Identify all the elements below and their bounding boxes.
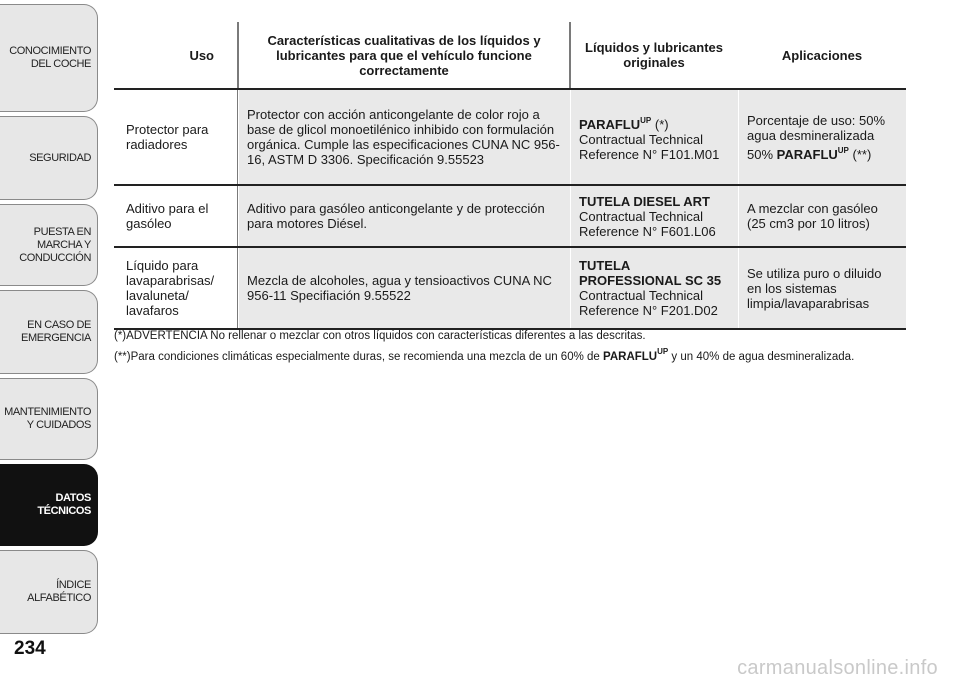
footnotes (114, 328, 934, 365)
tab-mantenimiento[interactable] (0, 378, 98, 460)
product-ref: Contractual Technical Reference N° F201.D02 (579, 288, 718, 318)
footnote-1: (*)ADVERTENCIA No rellenar o mezclar con otros líquidos con características diferentes a las descritas. (114, 330, 646, 342)
tab-indice-alfabetico[interactable] (0, 550, 98, 634)
tab-label: SEGURIDAD (29, 151, 91, 164)
footnote-2-text: (**)Para condiciones climáticas especialmente duras, se recomienda una mezcla de un 60% de (114, 351, 604, 363)
product-name: TUTELA PROFESSIONAL SC 35 (579, 258, 722, 288)
product-name: PARAFLU (579, 116, 641, 132)
tab-label: ÍNDICE ALFABÉTICO (27, 579, 91, 604)
table-row (114, 186, 906, 248)
aplicacion-text: Porcentaje de uso: 50% agua desmineralizada 50% (747, 112, 886, 162)
product-ref: Contractual Technical Reference N° F601.L06 (579, 208, 716, 239)
tab-conocimiento-del-coche[interactable] (0, 4, 98, 112)
fluids-table (114, 22, 906, 330)
tab-puesta-en-marcha[interactable] (0, 204, 98, 286)
header-uso: Uso (189, 47, 214, 63)
cell-producto (570, 186, 738, 246)
tab-datos-tecnicos[interactable] (0, 464, 98, 546)
table-row (114, 248, 906, 330)
tab-label: MANTENIMIENTO Y CUIDADOS (4, 406, 91, 431)
cell-caracteristicas: Aditivo para gasóleo anticongelante y de protección para motores Diésel. (238, 186, 570, 246)
aplicacion-suffix: (**) (848, 146, 872, 162)
cell-aplicacion: A mezclar con gasóleo (25 cm3 por 10 litros) (738, 186, 906, 246)
product-suffix: (*) (651, 116, 669, 132)
tab-label: CONOCIMIENTO DEL COCHE (9, 45, 91, 70)
tab-seguridad[interactable] (0, 116, 98, 200)
product-name: TUTELA DIESEL ART (579, 193, 710, 209)
table-header-row (114, 22, 906, 90)
tab-label: PUESTA EN MARCHA Y CONDUCCIÓN (19, 225, 91, 264)
cell-uso: Aditivo para el gasóleo (126, 201, 209, 231)
aplicacion-sup: UP (837, 145, 849, 155)
watermark: carmanualsonline.info (737, 657, 938, 679)
cell-producto (570, 248, 738, 328)
cell-aplicacion (738, 90, 906, 184)
product-sup: UP (640, 115, 652, 125)
cell-caracteristicas: Mezcla de alcoholes, agua y tensioactivos CUNA NC 956-11 Specifiación 9.55522 (238, 248, 570, 328)
footnote-2 (114, 344, 934, 365)
header-caracteristicas: Características cualitativas de los líquidos y lubricantes para que el vehículo funcione correctamente (267, 32, 541, 78)
page-number: 234 (14, 638, 46, 659)
tab-label: DATOS TÉCNICOS (37, 492, 91, 517)
cell-caracteristicas: Protector con acción anticongelante de color rojo a base de glicol monoetilénico inhibido con formulación orgánica. Cumple las especificaciones CUNA NC 956-16, ASTM D 3306. Specificación 9.55523 (238, 90, 570, 184)
table-row (114, 90, 906, 186)
tab-label: EN CASO DE EMERGENCIA (21, 319, 91, 344)
footnote-2-bold: PARAFLU (603, 351, 658, 363)
cell-producto (570, 90, 738, 184)
header-liquidos: Líquidos y lubricantes originales (585, 40, 723, 70)
tab-en-caso-de-emergencia[interactable] (0, 290, 98, 374)
header-aplicaciones: Aplicaciones (781, 47, 863, 63)
cell-aplicacion: Se utiliza puro o diluido en los sistemas limpia/lavaparabrisas (738, 248, 906, 328)
footnote-2-sup: UP (657, 347, 669, 356)
aplicacion-bold: PARAFLU (776, 146, 838, 162)
product-ref: Contractual Technical Reference N° F101.M01 (579, 131, 720, 162)
footnote-2-post: y un 40% de agua desmineralizada. (668, 351, 855, 363)
cell-uso: Líquido para lavaparabrisas/ lavaluneta/ lavafaros (126, 258, 215, 318)
cell-uso: Protector para radiadores (126, 122, 209, 152)
